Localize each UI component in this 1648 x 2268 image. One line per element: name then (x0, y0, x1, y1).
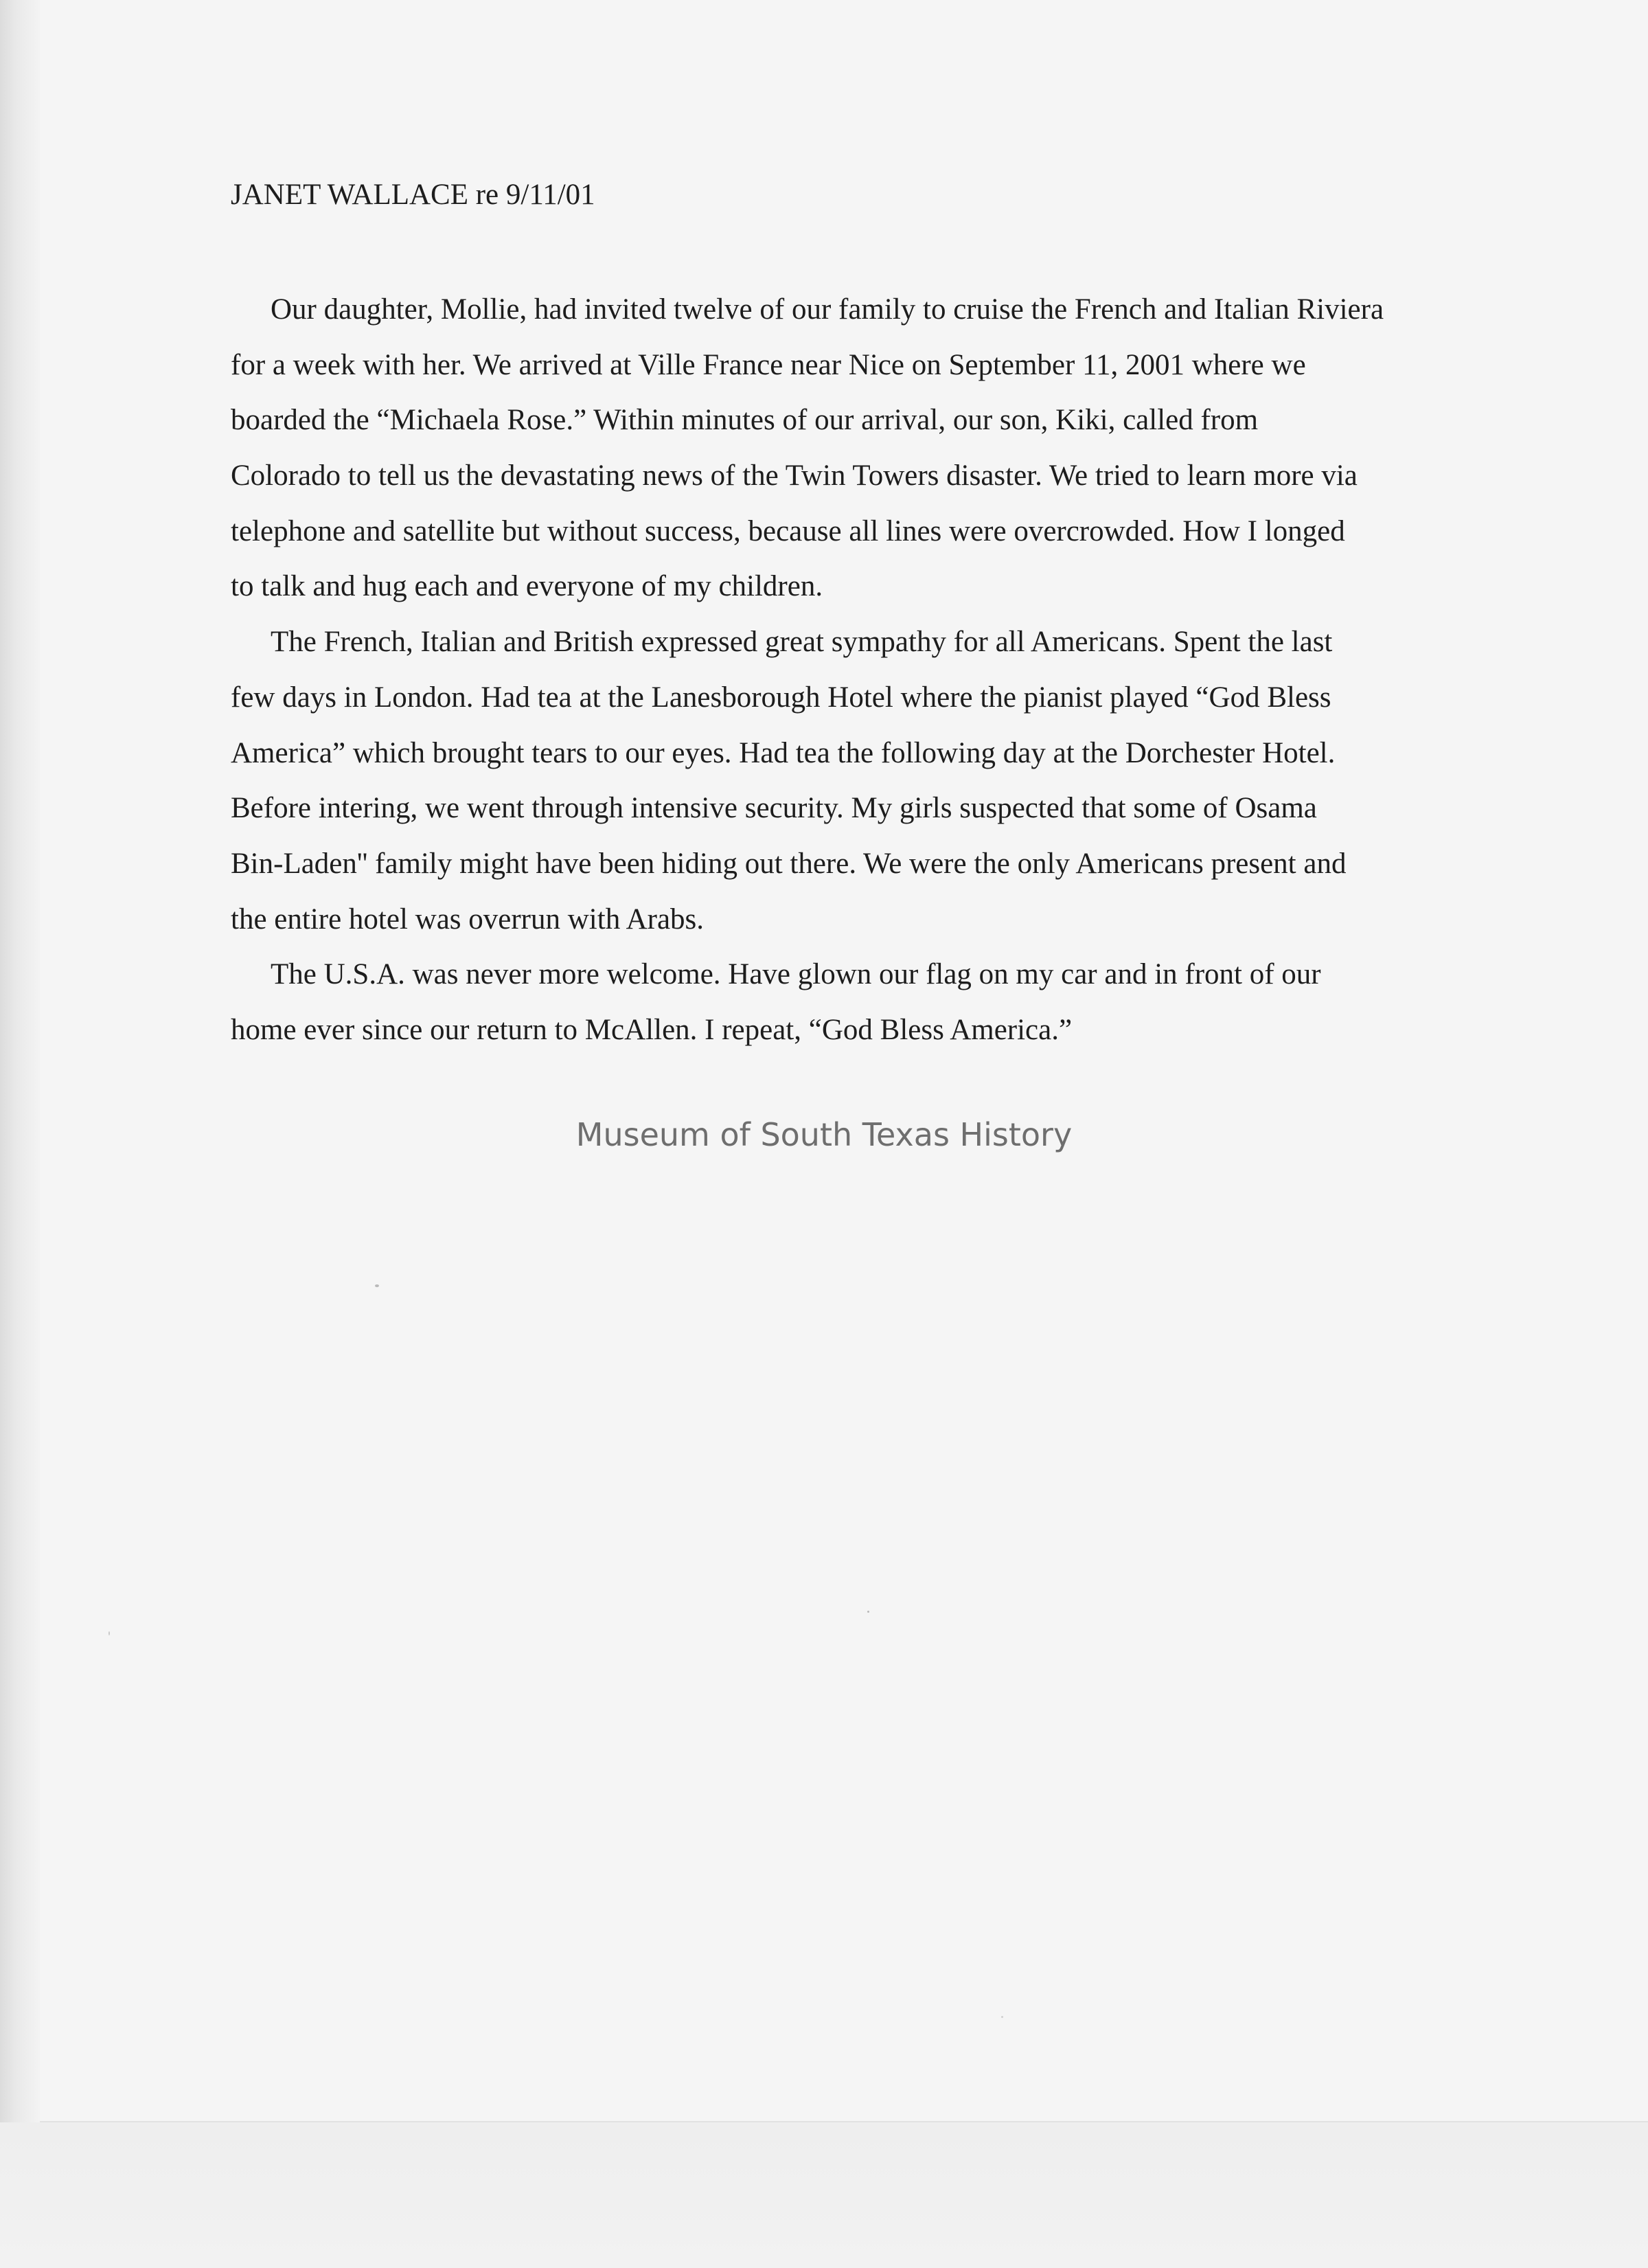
museum-watermark: Museum of South Texas History (575, 1116, 1073, 1153)
scan-speck (108, 1631, 110, 1635)
body-line: The U.S.A. was never more welcome. Have glown our flag on my car and in front of our (271, 958, 1321, 991)
scan-speck (375, 1284, 379, 1287)
body-line: America” which brought tears to our eyes. Had tea the following day at the Dorchester Hotel. (231, 736, 1336, 769)
body-line: few days in London. Had tea at the Lanesborough Hotel where the pianist played “God Bless (231, 681, 1331, 714)
body-line: The French, Italian and British expressed great sympathy for all Americans. Spent the last (271, 626, 1333, 659)
body-line: Our daughter, Mollie, had invited twelve of our family to cruise the French and Italian Riviera (271, 293, 1384, 326)
body-line: telephone and satellite but without success, because all lines were overcrowded. How I longed (231, 514, 1345, 547)
document-body (231, 282, 1508, 1058)
body-line: boarded the “Michaela Rose.” Within minutes of our arrival, our son, Kiki, called from (231, 404, 1259, 437)
document-title: JANET WALLACE re 9/11/01 (231, 179, 595, 211)
body-line: the entire hotel was overrun with Arabs. (231, 903, 705, 935)
body-line: for a week with her. We arrived at Ville France near Nice on September 11, 2001 where we (231, 348, 1306, 381)
scan-speck (867, 1611, 869, 1613)
body-line: Before intering, we went through intensive security. My girls suspected that some of Osama (231, 792, 1317, 825)
scan-speck (1001, 2016, 1003, 2018)
scanner-bed-strip (0, 2122, 1648, 2268)
body-line: to talk and hug each and everyone of my children. (231, 570, 823, 603)
body-line: home ever since our return to McAllen. I repeat, “God Bless America.” (231, 1013, 1073, 1046)
body-line: Bin-Laden'' family might have been hiding out there. We were the only Americans present and (231, 847, 1347, 880)
body-line: Colorado to tell us the devastating news of the Twin Towers disaster. We tried to learn more via (231, 460, 1358, 492)
